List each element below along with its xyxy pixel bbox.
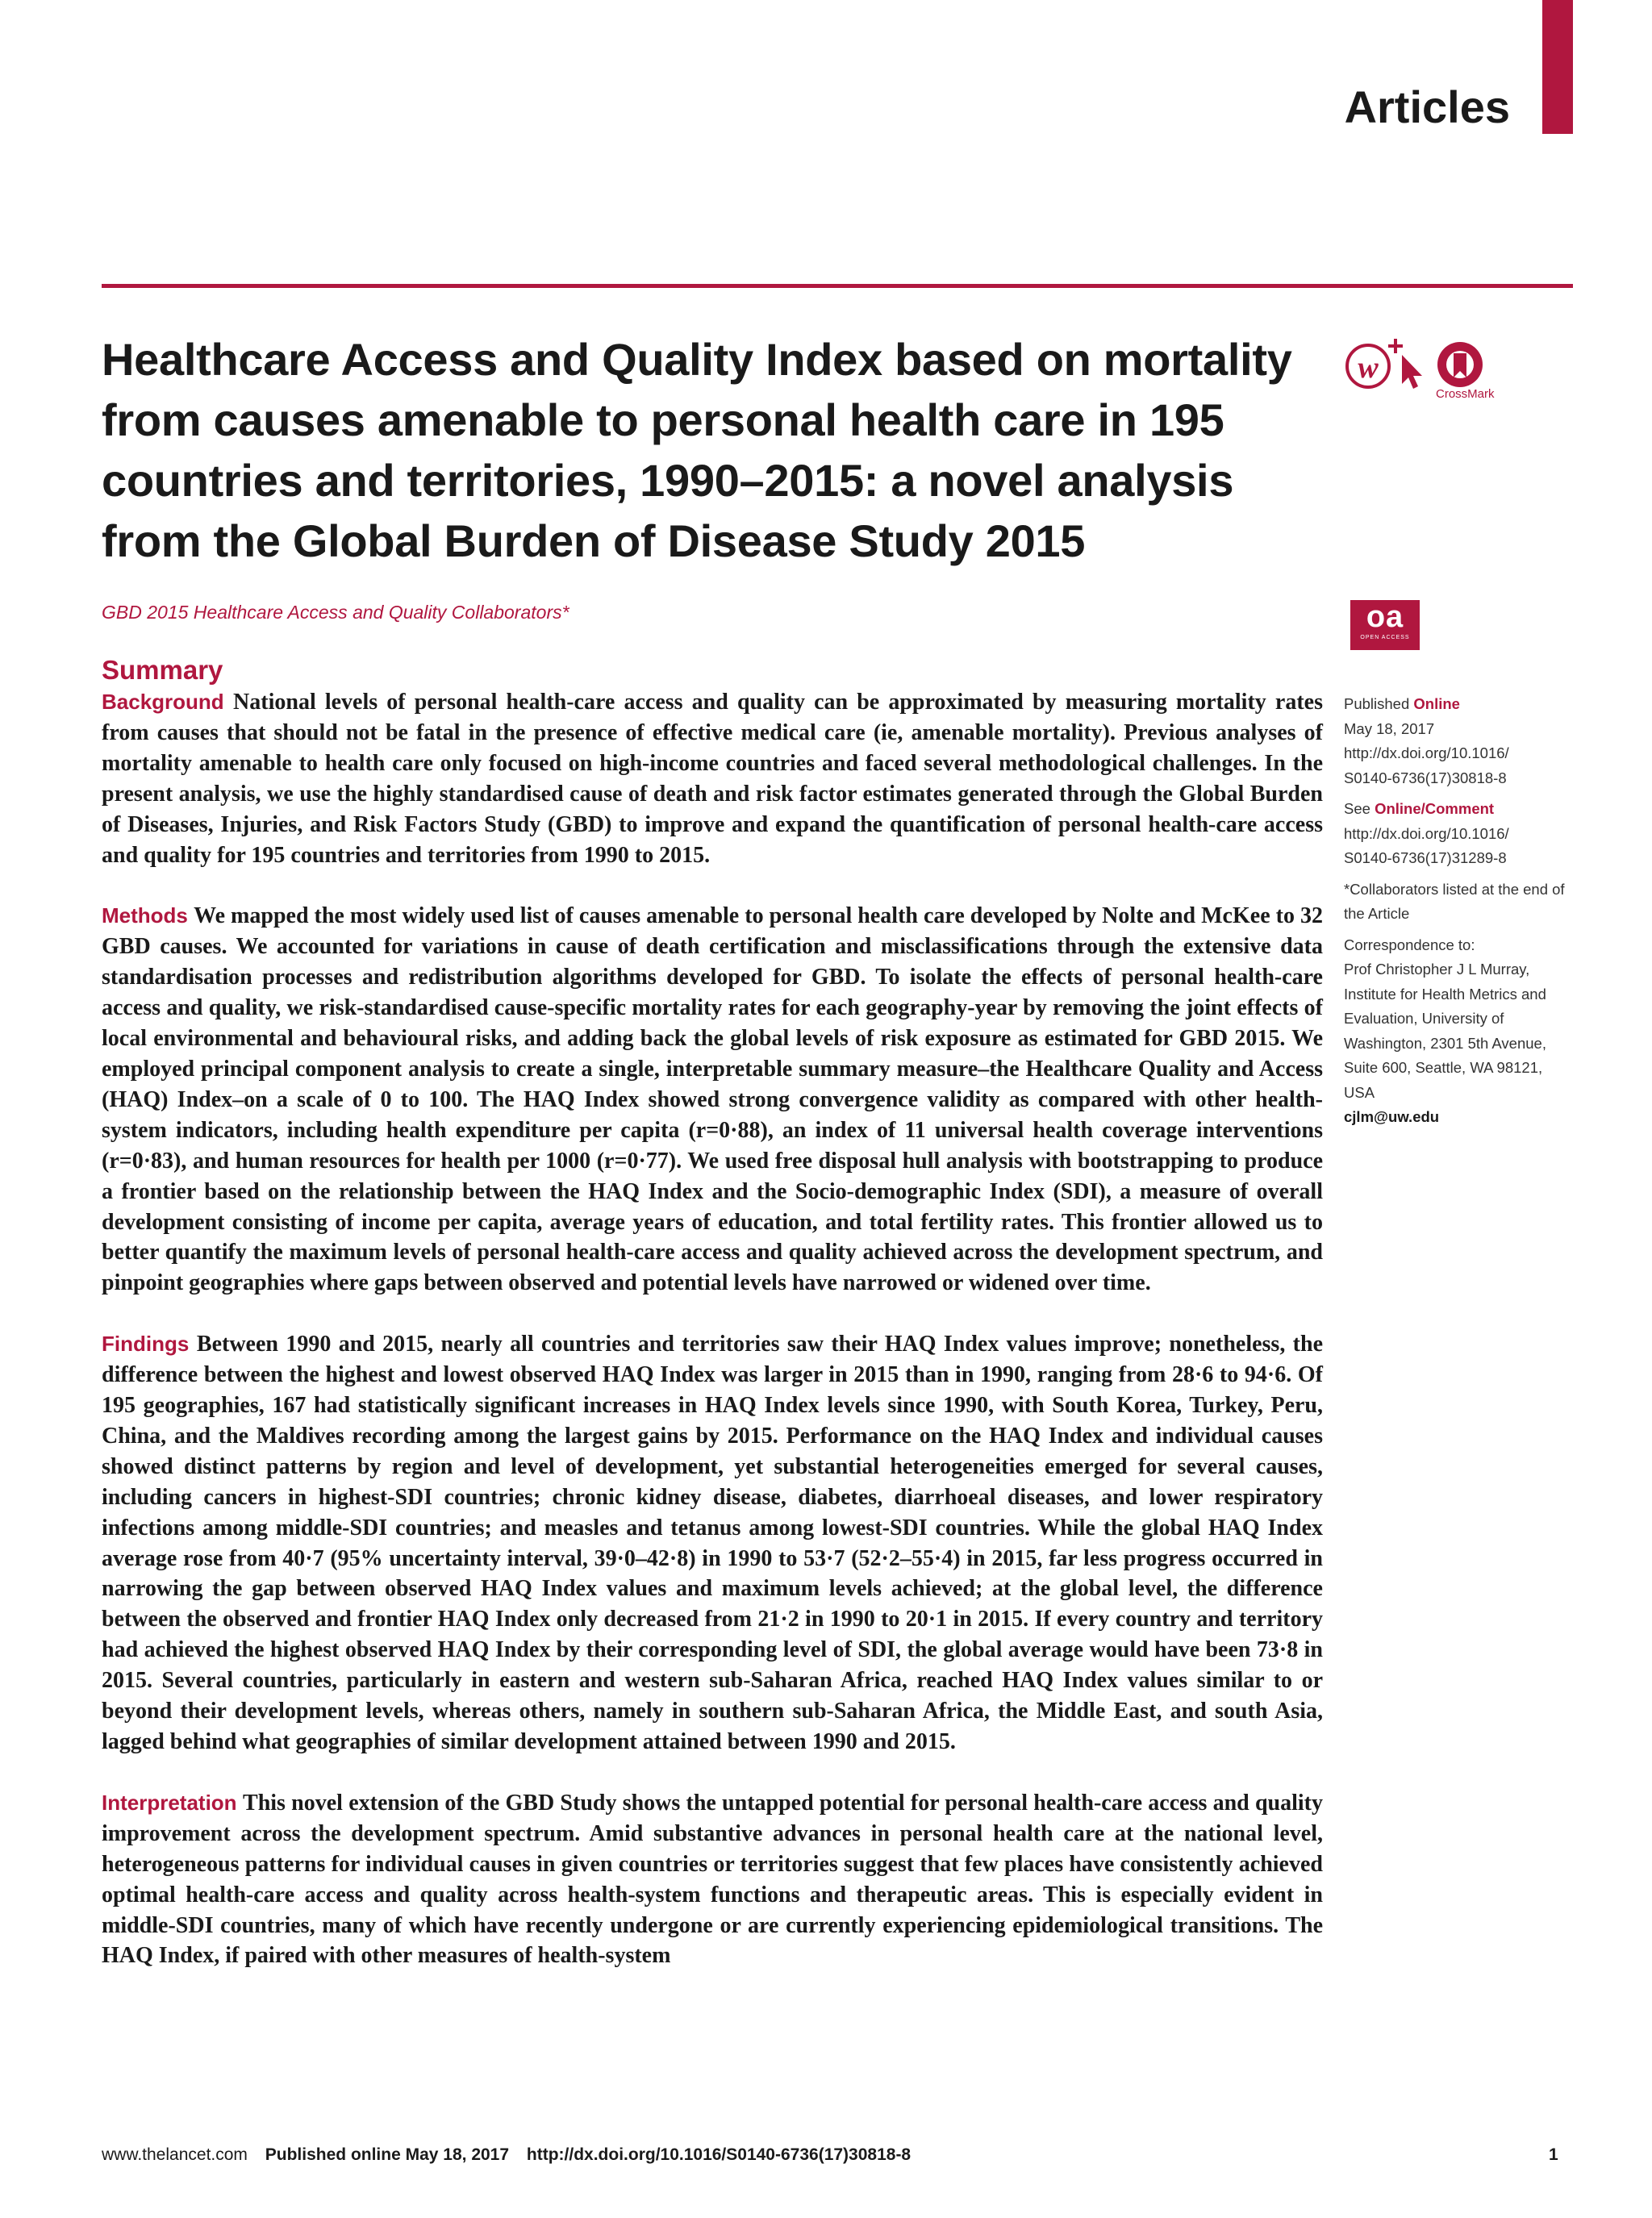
interpretation-paragraph [102, 1788, 1323, 1971]
background-label: Background [102, 690, 224, 714]
crossmark-label: CrossMark [1436, 387, 1495, 401]
published-doi-line-1[interactable]: http://dx.doi.org/10.1016/ [1344, 744, 1509, 761]
comment-doi-line-2[interactable]: S0140-6736(17)31289-8 [1344, 849, 1507, 866]
svg-text:w: w [1358, 351, 1379, 385]
interpretation-text: This novel extension of the GBD Study shows the untapped potential for personal health-care access and quality improvement across the development spectrum. Amid substantive advances in personal health care at the national level, heterogeneous patterns for individual causes in given countries or territories suggest that few places have consistently achieved optimal health-care access and quality across health-system functions and therapeutic areas. This is especially evident in middle-SDI countries, many of which have recently undergone or are currently experiencing epidemiological transitions. The HAQ Index, if paired with other measures of health-system [102, 1790, 1323, 1969]
background-paragraph [102, 687, 1323, 870]
crossmark-icon[interactable] [1437, 342, 1483, 387]
background-text: National levels of personal health-care access and quality can be approximated by measuring mortality rates from causes that should not be fatal in the presence of effective medical care (ie, amenable mortality). Previous analyses of mortality amenable to health care only focused on high-income countries and faced several methodological challenges. In the present analysis, we use the highly standardised cause of death and risk factor estimates generated through the Global Burden of Diseases, Injuries, and Risk Factors Study (GBD) to improve and expand the quantification of personal health-care access and quality for 195 countries and territories from 1990 to 2015. [102, 690, 1323, 868]
see-prefix: See [1344, 800, 1370, 817]
published-prefix: Published [1344, 695, 1410, 712]
findings-paragraph [102, 1329, 1323, 1757]
methods-text: We mapped the most widely used list of causes amenable to personal health care developed by Nolte and McKee to 32 GBD causes. We accounted for variations in cause of death certification and misclassifications through the extensive data standardisation processes and redistribution algorithms developed for GBD. To isolate the effects of personal health-care access and quality, we risk-standardised cause-specific mortality rates for each geography-year by removing the joint effects of local environmental and behavioural risks, and adding back the global levels of risk exposure as estimated for GBD 2015. We employed principal component analysis to create a single, interpretable summary measure–the Healthcare Quality and Access (HAQ) Index–on a scale of 0 to 100. The HAQ Index showed strong convergence validity as compared with other health-system indicators, including health expenditure per capita (r=0·88), an index of 11 universal health coverage interventions (r=0·83), and human resources for health per 1000 (r=0·77). We used free disposal hull analysis with bootstrapping to produce a frontier based on the relationship between the HAQ Index and the Socio-demographic Index (SDI), a measure of overall development consisting of income per capita, average years of education, and total fertility rates. This frontier allowed us to better quantify the maximum levels of personal health-care access and quality achieved across the development spectrum, and pinpoint geographies where gaps between observed and potential levels have narrowed or widened over time. [102, 903, 1323, 1296]
methods-paragraph [102, 901, 1323, 1299]
methods-label: Methods [102, 903, 188, 928]
summary-heading: Summary [102, 655, 223, 685]
page-number: 1 [1549, 2145, 1558, 2164]
open-access-icon: oa [1366, 600, 1404, 634]
correspondence-label: Correspondence to: [1344, 936, 1475, 953]
abstract [102, 687, 1323, 2002]
article-title: Healthcare Access and Quality Index based on mortality from causes amenable to personal health care in 195 countries and territories, 1990–2015: a novel analysis from the Global Burden of Disease Study 2015 [102, 334, 1292, 566]
section-color-tab [1542, 0, 1573, 134]
open-access-badge [1350, 600, 1420, 650]
published-date: May 18, 2017 [1344, 719, 1435, 737]
collaborators-note: *Collaborators listed at the end of the Article [1344, 880, 1565, 922]
footer-doi[interactable]: http://dx.doi.org/10.1016/S0140-6736(17)30818-8 [526, 2145, 912, 2164]
open-access-label: OPEN ACCESS [1360, 635, 1410, 640]
add-cursor-icon[interactable] [1388, 339, 1422, 389]
published-doi-line-2[interactable]: S0140-6736(17)30818-8 [1344, 769, 1507, 786]
correspondence-block [1344, 933, 1571, 1130]
article-sidebar [1344, 692, 1571, 1136]
footer-site[interactable]: www.thelancet.com [102, 2145, 248, 2164]
section-label: Articles [1344, 81, 1510, 132]
findings-label: Findings [102, 1332, 190, 1357]
web-first-icon[interactable] [1347, 345, 1389, 387]
findings-text: Between 1990 and 2015, nearly all countries and territories saw their HAQ Index values improve; nonetheless, the difference between the highest and lowest observed HAQ Index was larger in 2015 than in 1990, ranging from 28·6 to 94·6. Of 195 geographies, 167 had statistically significant increases in HAQ Index levels since 1990, with South Korea, Turkey, Peru, China, and the Maldives recording among the largest gains by 2015. Performance on the HAQ Index and individual causes showed distinct patterns by region and level of development, yet substantial heterogeneities emerged for several causes, including cancers in highest-SDI countries; chronic kidney disease, diabetes, diarrhoeal diseases, and lower respiratory infections among middle-SDI countries; and measles and tetanus among lowest-SDI countries. While the global HAQ Index average rose from 40·7 (95% uncertainty interval, 39·0–42·8) in 1990 to 53·7 (52·2–55·4) in 2015, far less progress occurred in narrowing the gap between observed HAQ Index values and maximum levels achieved; at the global level, the difference between the observed and frontier HAQ Index only decreased from 21·2 in 1990 to 20·1 in 2015. If every country and territory had achieved the highest observed HAQ Index by their corresponding level of SDI, the global average would have been 73·8 in 2015. Several countries, particularly in eastern and western sub-Saharan Africa, reached HAQ Index values similar to or beyond their development levels, whereas others, namely in southern sub-Saharan Africa, the Middle East, and south Asia, lagged behind what geographies of similar development attained between 1990 and 2015. [102, 1332, 1323, 1754]
page-footer [102, 2145, 924, 2165]
header-rule [102, 284, 1573, 288]
online-comment-link[interactable]: Online/Comment [1375, 800, 1495, 817]
footer-published: Published online May 18, 2017 [265, 2145, 510, 2164]
author-byline[interactable]: GBD 2015 Healthcare Access and Quality Collaborators* [102, 602, 569, 623]
see-comment-block [1344, 797, 1571, 871]
correspondence-address: Prof Christopher J L Murray, Institute for Health Metrics and Evaluation, University of Washington, 2301 5th Avenue, Suite 600, Seattle, WA 98121, USA [1344, 961, 1546, 1101]
correspondence-email[interactable]: cjlm@uw.edu [1344, 1108, 1440, 1125]
interpretation-label: Interpretation [102, 1790, 237, 1815]
published-online-link[interactable]: Online [1413, 695, 1460, 712]
comment-doi-line-1[interactable]: http://dx.doi.org/10.1016/ [1344, 824, 1509, 842]
published-online-block [1344, 692, 1571, 790]
